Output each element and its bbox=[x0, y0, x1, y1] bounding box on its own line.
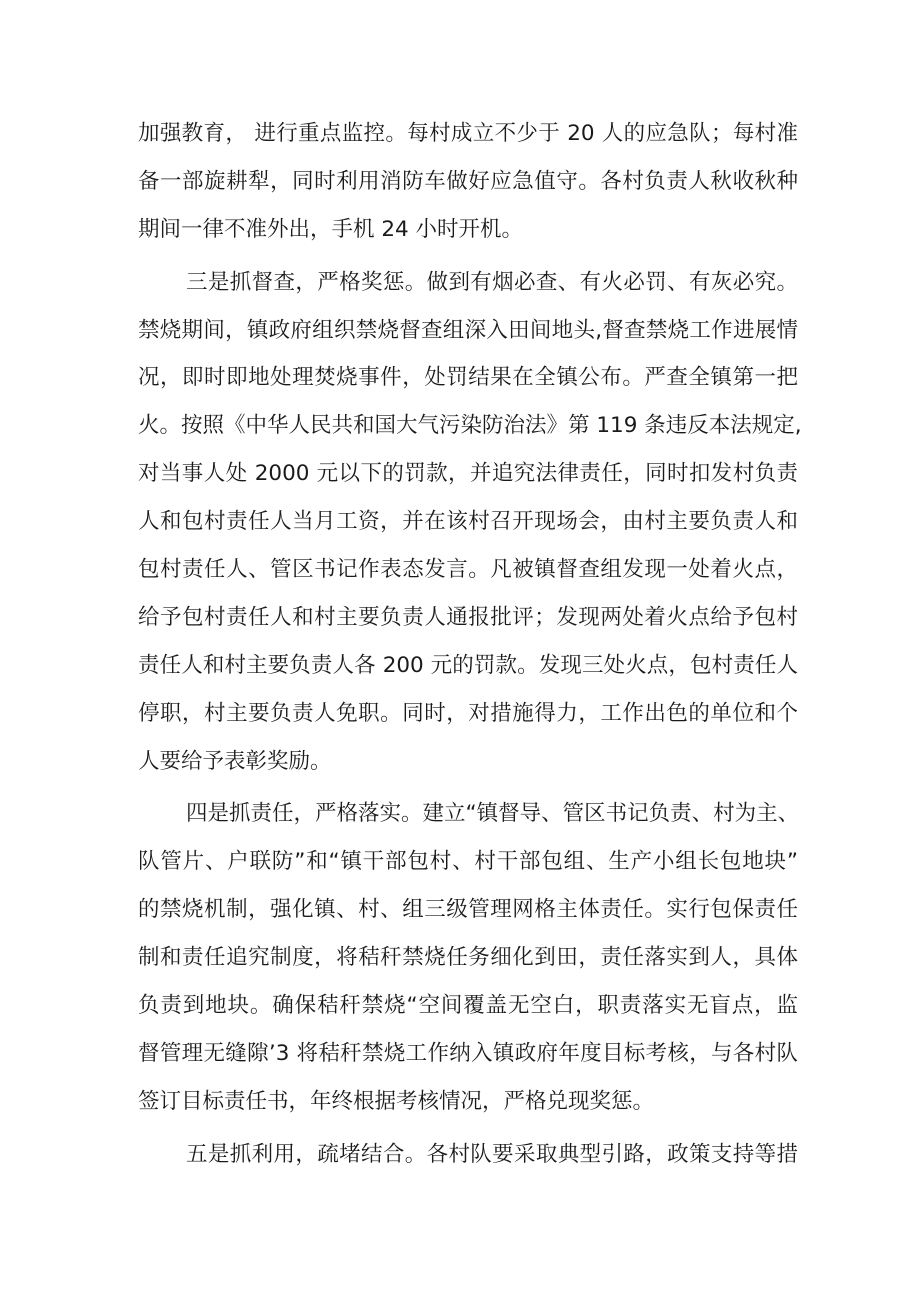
paragraph-monitoring bbox=[138, 110, 798, 254]
text-line: 人和包村责任人当月工资，并在该村召开现场会，由村主要负责人和 bbox=[138, 509, 798, 535]
text-line: 停职，村主要负责人免职。同时，对措施得力，工作出色的单位和个 bbox=[138, 700, 798, 726]
text-line: 五是抓利用，疏堵结合。各村队要采取典型引路，政策支持等措 bbox=[186, 1141, 798, 1167]
text-line: 负责到地块。确保秸秆禁烧“空间覆盖无空白，职责落实无盲点，监 bbox=[138, 993, 798, 1019]
text-line: 期间一律不准外出，手机 24 小时开机。 bbox=[138, 216, 524, 242]
text-line: 备一部旋耕犁，同时利用消防车做好应急值守。各村负责人秋收秋种 bbox=[138, 168, 798, 194]
text-line: 四是抓责任，严格落实。建立“镇督导、管区书记负责、村为主、 bbox=[186, 801, 800, 827]
text-line: 三是抓督查，严格奖惩。做到有烟必查、有火必罚、有灰必究。 bbox=[186, 269, 798, 295]
text-line: 禁烧期间，镇政府组织禁烧督查组深入田间地头,督查禁烧工作进展情 bbox=[138, 317, 798, 343]
text-line: 签订目标责任书，年终根据考核情况，严格兑现奖惩。 bbox=[138, 1088, 655, 1114]
text-line: 责任人和村主要负责人各 200 元的罚款。发现三处火点，包村责任人 bbox=[138, 652, 798, 678]
text-line: 的禁烧机制，强化镇、村、组三级管理网格主体责任。实行包保责任 bbox=[138, 897, 798, 923]
text-line: 队管片、户联防”和“镇干部包村、村干部包组、生产小组长包地块” bbox=[138, 849, 798, 875]
text-line: 加强教育， 进行重点监控。每村成立不少于 20 人的应急队；每村准 bbox=[138, 121, 798, 146]
text-line: 督管理无缝隙’3 将秸秆禁烧工作纳入镇政府年度目标考核，与各村队 bbox=[138, 1040, 798, 1066]
text-line: 制和责任追究制度，将秸秆禁烧任务细化到田，责任落实到人，具体 bbox=[138, 945, 798, 971]
text-line: 给予包村责任人和村主要负责人通报批评；发现两处着火点给予包村 bbox=[138, 604, 798, 630]
paragraph-utilization bbox=[138, 1131, 798, 1179]
text-line: 况，即时即地处理焚烧事件，处罚结果在全镇公布。严查全镇第一把 bbox=[138, 365, 798, 391]
paragraph-responsibility bbox=[138, 790, 798, 1125]
paragraph-supervision bbox=[138, 259, 802, 786]
text-line: 火。按照《中华人民共和国大气污染防治法》第 119 条违反本法规定, bbox=[138, 413, 802, 439]
text-line: 对当事人处 2000 元以下的罚款，并追究法律责任，同时扣发村负责 bbox=[138, 461, 798, 487]
document-body bbox=[138, 110, 802, 1179]
text-line: 包村责任人、管区书记作表态发言。凡被镇督查组发现一处着火点， bbox=[138, 557, 798, 583]
text-line: 人要给予表彰奖励。 bbox=[138, 748, 332, 774]
